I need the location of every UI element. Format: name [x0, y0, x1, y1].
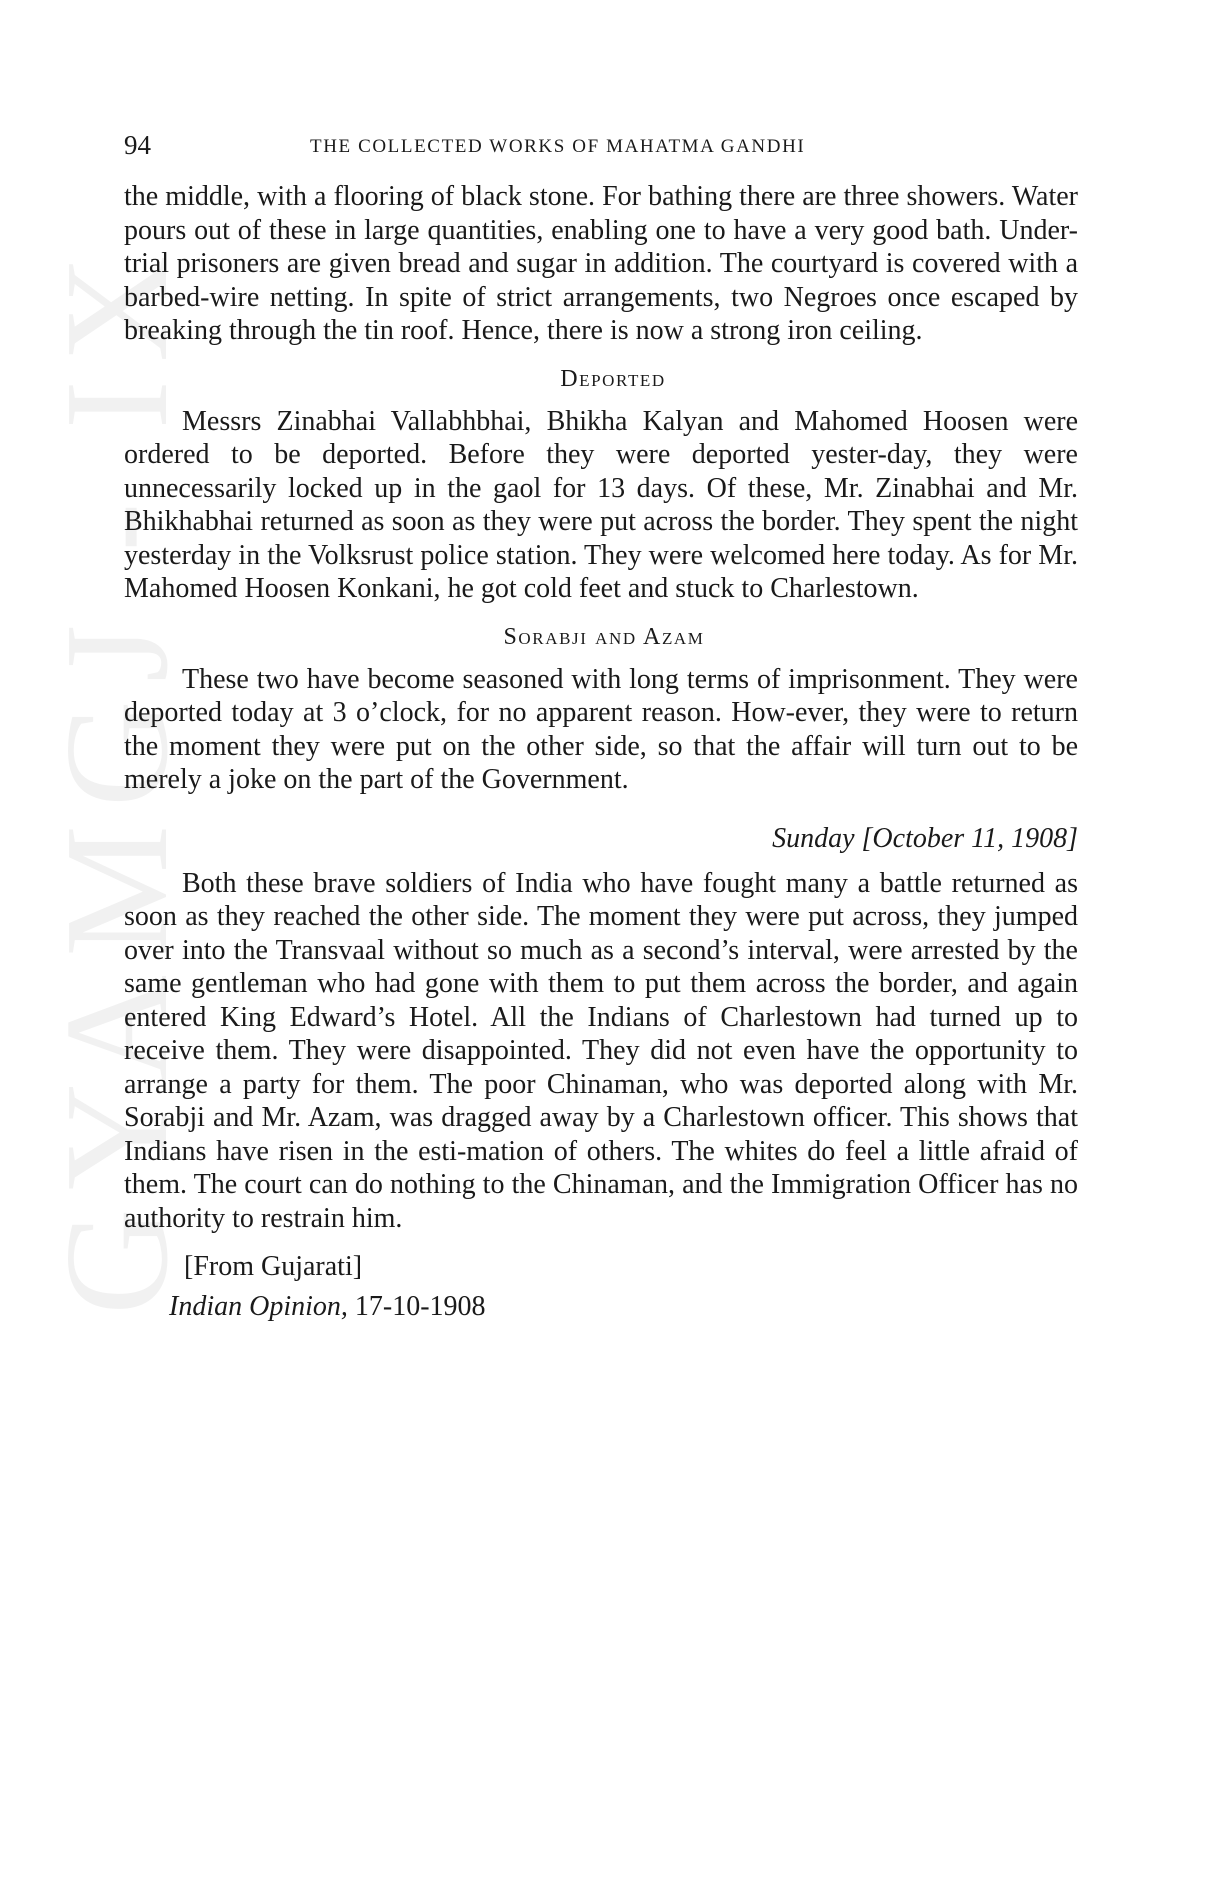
- running-head: [124, 130, 1078, 164]
- paragraph-prison-description: the middle, with a flooring of black stone. For bathing there are three showers. Water pours out of these in large quantities, enabling one to have a very good bath. Under-trial prisoners are given bread and sugar in addition. The courtyard is covered with a barbed-wire netting. In spite of strict arrangements, two Negroes once escaped by breaking through the tin roof. Hence, there is now a strong iron ceiling.: [124, 181, 1078, 346]
- book-title: THE COLLECTED WORKS OF MAHATMA GANDHI: [310, 136, 806, 157]
- page-content: [124, 130, 1078, 1327]
- publication-date: 17-10-1908: [354, 1291, 486, 1322]
- paragraph-sorabji-azam: These two have become seasoned with long terms of imprisonment. They were deported today at 3 o’clock, for no apparent reason. How-ever, they were to return the moment they were put on the other side, so that the affair will turn out to be merely a joke on the part of the Government.: [124, 663, 1078, 795]
- publication-name: Indian Opinion,: [169, 1291, 348, 1322]
- paragraph-return: Both these brave soldiers of India who have fought many a battle returned as soon as they reached the other side. The moment they were put across, they jumped over into the Transvaal without so much as a second’s interval, were arrested by the same gentleman who had gone with them to put them across the border, and again entered King Edward’s Hotel. All the Indians of Charlestown had turned up to receive them. They were disappointed. They did not even have the opportunity to arrange a party for them. The poor Chinaman, who was deported along with Mr. Sorabji and Mr. Azam, was dragged away by a Charlestown officer. This shows that Indians have risen in the esti-mation of others. The whites do feel a little afraid of them. The court can do nothing to the Chinaman, and the Immigration Officer has no authority to restrain him.: [124, 867, 1078, 1234]
- citation: [169, 1287, 1078, 1327]
- source-note: [From Gujarati]: [184, 1251, 363, 1282]
- page-number: 94: [124, 130, 151, 160]
- paragraph-deported: Messrs Zinabhai Vallabhbhai, Bhikha Kalyan and Mahomed Hoosen were ordered to be deported. Before they were deported yester-day, they were unnecessarily locked up in the gaol for 13 days. Of these, Mr. Zinabhai and Mr. Bhikhabhai returned as soon as they were put across the border. They spent the night yesterday in the Volksrust police station. They were welcomed here today. As for Mr. Mahomed Hoosen Konkani, he got cold feet and stuck to Charlestown.: [124, 405, 1078, 604]
- watermark: GYAMGJ - IX: [35, 237, 199, 1315]
- section-heading-deported: Deported: [560, 365, 666, 392]
- dateline: Sunday [October 11, 1908]: [772, 822, 1078, 854]
- section-heading-sorabji-azam: Sorabji and Azam: [503, 623, 705, 650]
